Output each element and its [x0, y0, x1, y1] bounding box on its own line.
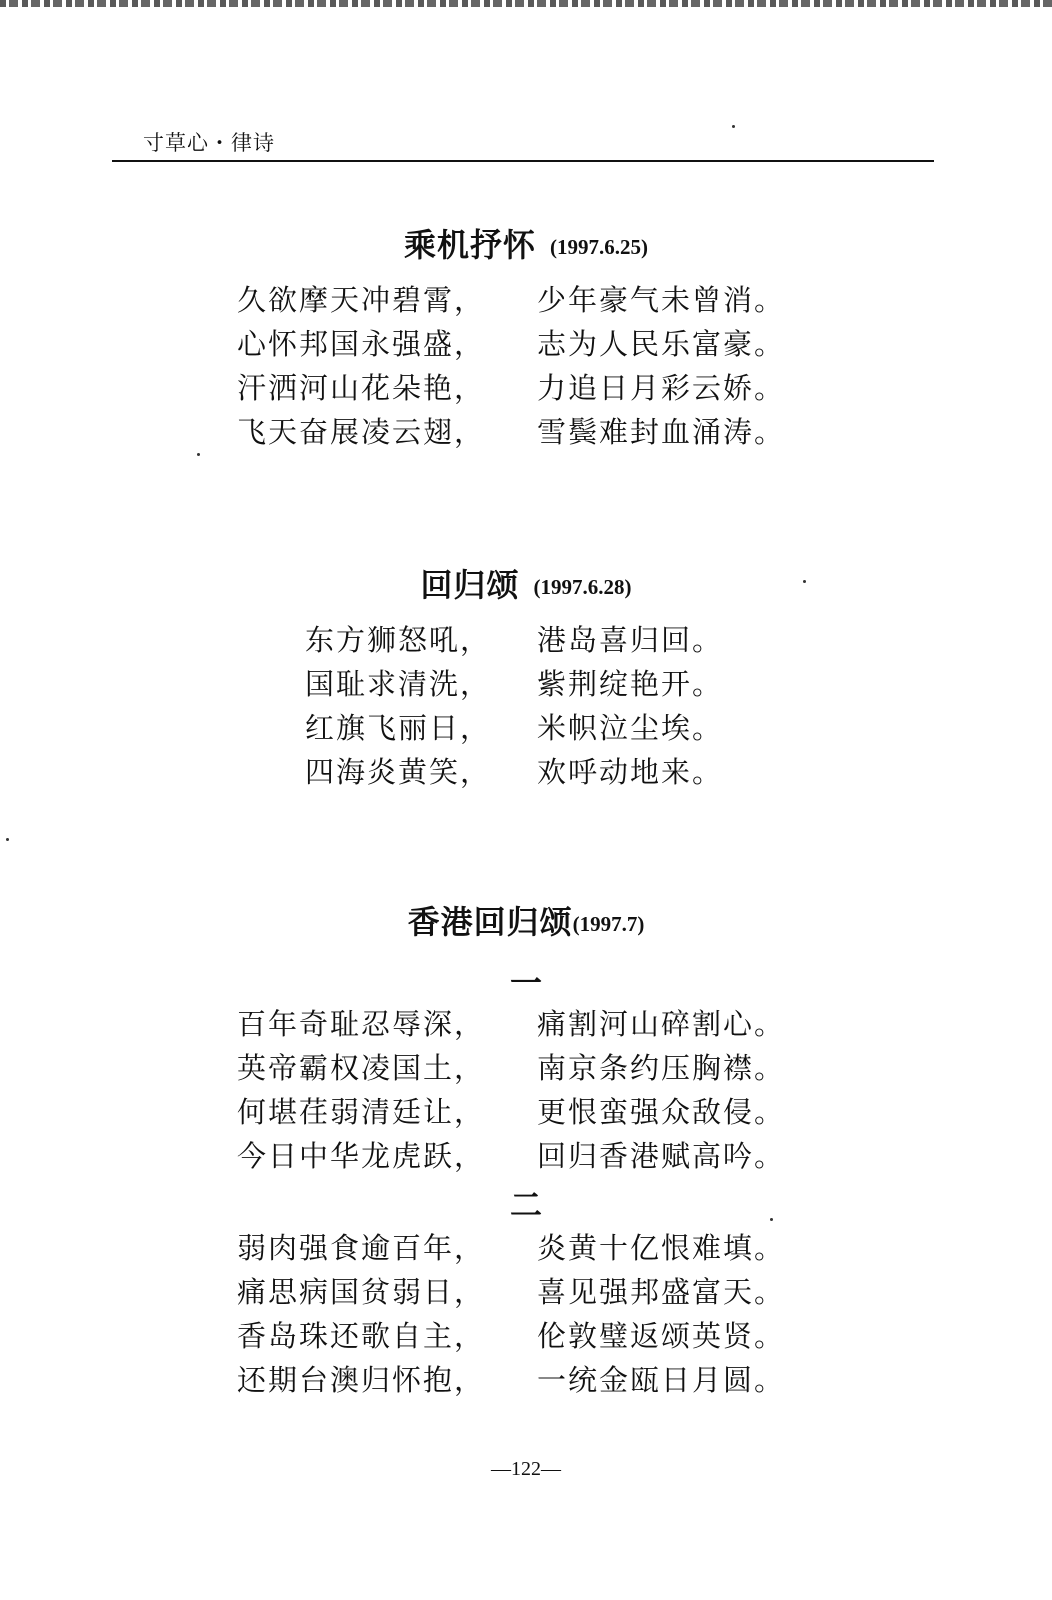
poem-3-date: (1997.7) [572, 912, 645, 936]
verse-line [0, 662, 1052, 706]
verse-first-half: 汗洒河山花朵艳， [237, 371, 486, 405]
verse-second-half: 伦敦璧返颂英贤。 [537, 1319, 786, 1353]
poem-1-title-text: 乘机抒怀 [403, 226, 536, 264]
verse-second-half: 南京条约压胸襟。 [537, 1051, 786, 1085]
poem-2-title-text: 回归颂 [420, 566, 520, 604]
verse-first-half: 痛思病国贫弱日， [237, 1275, 486, 1309]
verse-second-half: 一统金瓯日月圆。 [537, 1363, 786, 1397]
poem-2-date: (1997.6.28) [533, 575, 632, 599]
verse-second-half: 欢呼动地来。 [537, 755, 724, 789]
verse-second-half: 雪鬓难封血涌涛。 [537, 415, 786, 449]
verse-first-half: 心怀邦国永强盛， [237, 327, 486, 361]
header-rule [112, 160, 934, 162]
page-number: —122— [491, 1458, 561, 1480]
verse-line [0, 1002, 1052, 1046]
verse-line [0, 1358, 1052, 1402]
verse-line [0, 706, 1052, 750]
scan-edge-noise [0, 0, 1052, 7]
running-head: 寸草心・律诗 [143, 131, 275, 155]
verse-second-half: 喜见强邦盛富天。 [537, 1275, 786, 1309]
verse-first-half: 英帝霸权凌国土， [237, 1051, 486, 1085]
verse-line [0, 278, 1052, 322]
verse-line [0, 1270, 1052, 1314]
verse-second-half: 港岛喜归回。 [537, 623, 724, 657]
scan-speck [770, 1218, 773, 1221]
scan-speck [732, 125, 735, 128]
poem-title-2 [0, 560, 1052, 606]
verse-first-half: 香岛珠还歌自主， [237, 1319, 486, 1353]
verse-first-half: 弱肉强食逾百年， [237, 1231, 486, 1265]
poem-title-1 [0, 220, 1052, 266]
verse-second-half: 炎黄十亿恨难填。 [537, 1231, 786, 1265]
verse-line [0, 322, 1052, 366]
poem-3-title-text: 香港回归颂 [407, 903, 573, 941]
verse-second-half: 回归香港赋高吟。 [537, 1139, 786, 1173]
verse-second-half: 紫荆绽艳开。 [537, 667, 724, 701]
verse-first-half: 飞天奋展凌云翅， [237, 415, 486, 449]
poem-1-date: (1997.6.25) [550, 235, 648, 259]
verse-line [0, 750, 1052, 794]
verse-first-half: 国耻求清洗， [305, 667, 492, 701]
verse-first-half: 四海炎黄笑， [305, 755, 492, 789]
verse-line [0, 1314, 1052, 1358]
verse-second-half: 力追日月彩云娇。 [537, 371, 786, 405]
verse-first-half: 何堪荏弱清廷让， [237, 1095, 486, 1129]
scan-speck [803, 580, 806, 583]
verse-line [0, 618, 1052, 662]
verse-first-half: 还期台澳归怀抱， [237, 1363, 486, 1397]
section-number-1: 一 [509, 964, 542, 1002]
verse-first-half: 百年奇耻忍辱深， [237, 1007, 486, 1041]
verse-first-half: 今日中华龙虎跃， [237, 1139, 486, 1173]
verse-first-half: 东方狮怒吼， [305, 623, 492, 657]
poem-1-stanza [0, 278, 1052, 454]
verse-second-half: 更恨蛮强众敌侵。 [537, 1095, 786, 1129]
scan-speck [6, 838, 9, 841]
verse-line [0, 410, 1052, 454]
scan-speck [197, 453, 200, 456]
poem-title-3 [0, 897, 1052, 943]
verse-second-half: 志为人民乐富豪。 [537, 327, 786, 361]
verse-line [0, 1046, 1052, 1090]
verse-first-half: 红旗飞丽日， [305, 711, 492, 745]
verse-line [0, 366, 1052, 410]
verse-line [0, 1090, 1052, 1134]
verse-second-half: 痛割河山碎割心。 [537, 1007, 786, 1041]
verse-second-half: 米帜泣尘埃。 [537, 711, 724, 745]
verse-first-half: 久欲摩天冲碧霄， [237, 283, 486, 317]
section-number-2: 二 [509, 1186, 542, 1224]
poem-2-stanza [0, 618, 1052, 794]
verse-line [0, 1226, 1052, 1270]
verse-line [0, 1134, 1052, 1178]
poem-3-stanza-1 [0, 1002, 1052, 1178]
poem-3-stanza-2 [0, 1226, 1052, 1402]
verse-second-half: 少年豪气未曾消。 [537, 283, 786, 317]
